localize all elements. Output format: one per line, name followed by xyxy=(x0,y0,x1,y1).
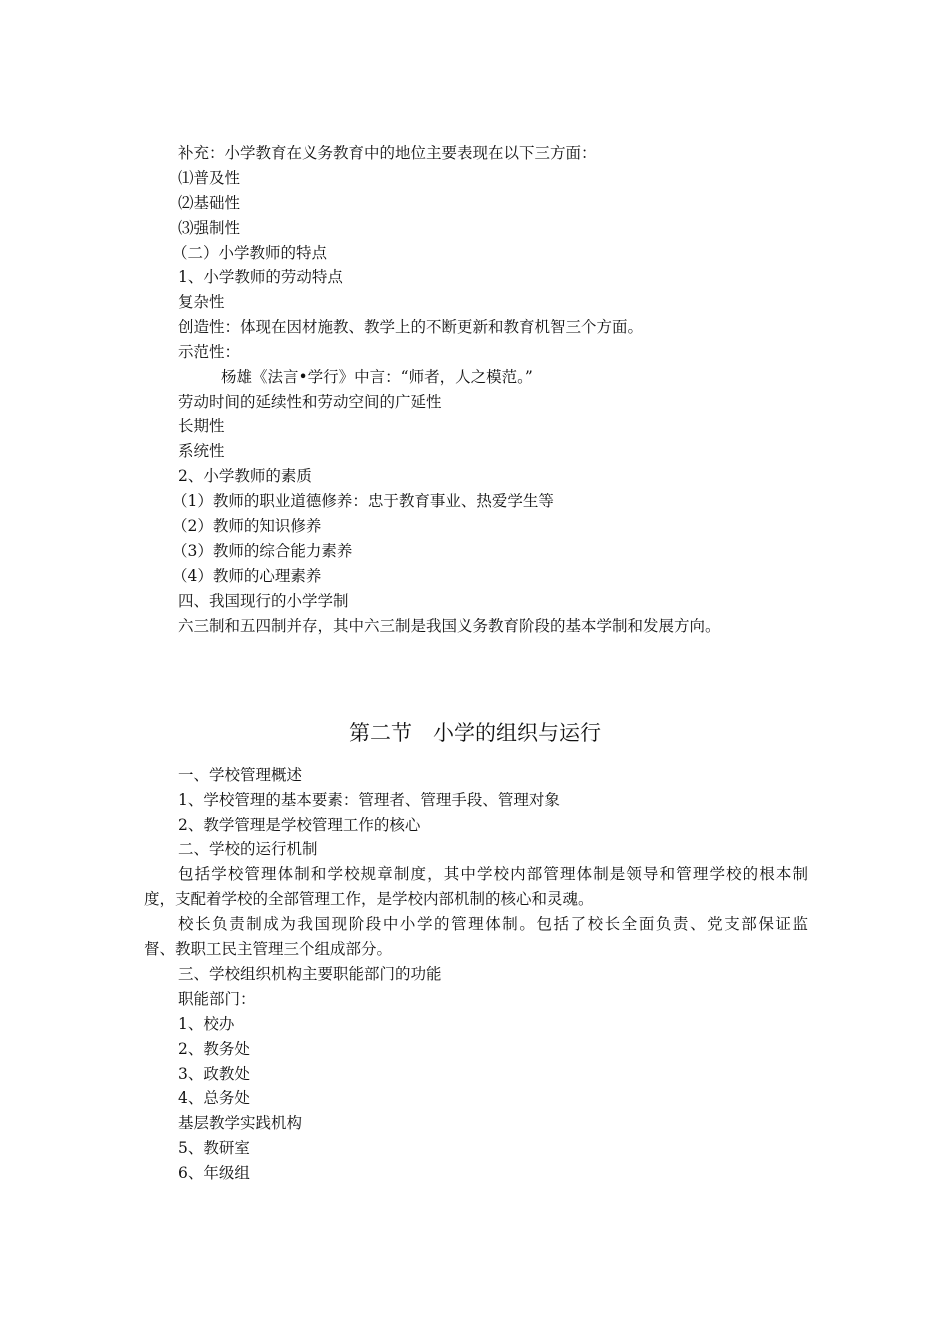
labor-feature: 系统性 xyxy=(178,442,225,460)
department-item: 2、教务处 xyxy=(178,1040,250,1058)
department-item: 1、校办 xyxy=(178,1015,235,1033)
mechanism-paragraph-line: 包括学校管理体制和学校规章制度，其中学校内部管理体制是领导和管理学校的根本制 xyxy=(178,865,808,883)
teacher-features-heading: （二）小学教师的特点 xyxy=(172,244,328,262)
overview-item: 1、学校管理的基本要素：管理者、管理手段、管理对象 xyxy=(178,791,560,809)
labor-features-heading: 1、小学教师的劳动特点 xyxy=(178,268,343,286)
mechanism-paragraph-line: 督、教职工民主管理三个组成部分。 xyxy=(144,940,393,958)
grassroots-label: 基层教学实践机构 xyxy=(178,1114,303,1132)
position-item: ⑶强制性 xyxy=(178,219,241,237)
quality-heading: 2、小学教师的素质 xyxy=(178,467,312,485)
position-item: ⑴普及性 xyxy=(178,169,241,187)
overview-heading: 一、学校管理概述 xyxy=(178,766,303,784)
departments-heading: 三、学校组织机构主要职能部门的功能 xyxy=(178,965,442,983)
department-item: 4、总务处 xyxy=(178,1089,250,1107)
supplement-heading: 补充：小学教育在义务教育中的地位主要表现在以下三方面： xyxy=(178,144,597,162)
system-text: 六三制和五四制并存，其中六三制是我国义务教育阶段的基本学制和发展方向。 xyxy=(178,617,721,635)
quality-item: （2）教师的知识修养 xyxy=(172,517,322,535)
grassroots-item: 5、教研室 xyxy=(178,1139,250,1157)
labor-feature: 创造性：体现在因材施教、教学上的不断更新和教育机智三个方面。 xyxy=(178,318,644,336)
department-item: 3、政教处 xyxy=(178,1065,250,1083)
position-item: ⑵基础性 xyxy=(178,194,241,212)
labor-feature: 劳动时间的延续性和劳动空间的广延性 xyxy=(178,393,442,411)
labor-feature: 复杂性 xyxy=(178,293,225,311)
quality-item: （4）教师的心理素养 xyxy=(172,567,322,585)
overview-item: 2、教学管理是学校管理工作的核心 xyxy=(178,816,421,834)
mechanism-heading: 二、学校的运行机制 xyxy=(178,840,318,858)
mechanism-paragraph-line: 校长负责制成为我国现阶段中小学的管理体制。包括了校长全面负责、党支部保证监 xyxy=(178,915,808,933)
quality-item: （1）教师的职业道德修养：忠于教育事业、热爱学生等 xyxy=(172,492,554,510)
system-heading: 四、我国现行的小学学制 xyxy=(178,592,349,610)
labor-feature: 长期性 xyxy=(178,417,225,435)
section-title: 第二节 小学的组织与运行 xyxy=(349,721,601,745)
quote-text: 杨雄《法言•学行》中言：“师者，人之模范。” xyxy=(221,368,533,386)
functional-label: 职能部门： xyxy=(178,990,256,1008)
labor-feature: 示范性： xyxy=(178,343,241,361)
grassroots-item: 6、年级组 xyxy=(178,1164,250,1182)
mechanism-paragraph-line: 度，支配着学校的全部管理工作，是学校内部机制的核心和灵魂。 xyxy=(144,890,594,908)
quality-item: （3）教师的综合能力素养 xyxy=(172,542,353,560)
